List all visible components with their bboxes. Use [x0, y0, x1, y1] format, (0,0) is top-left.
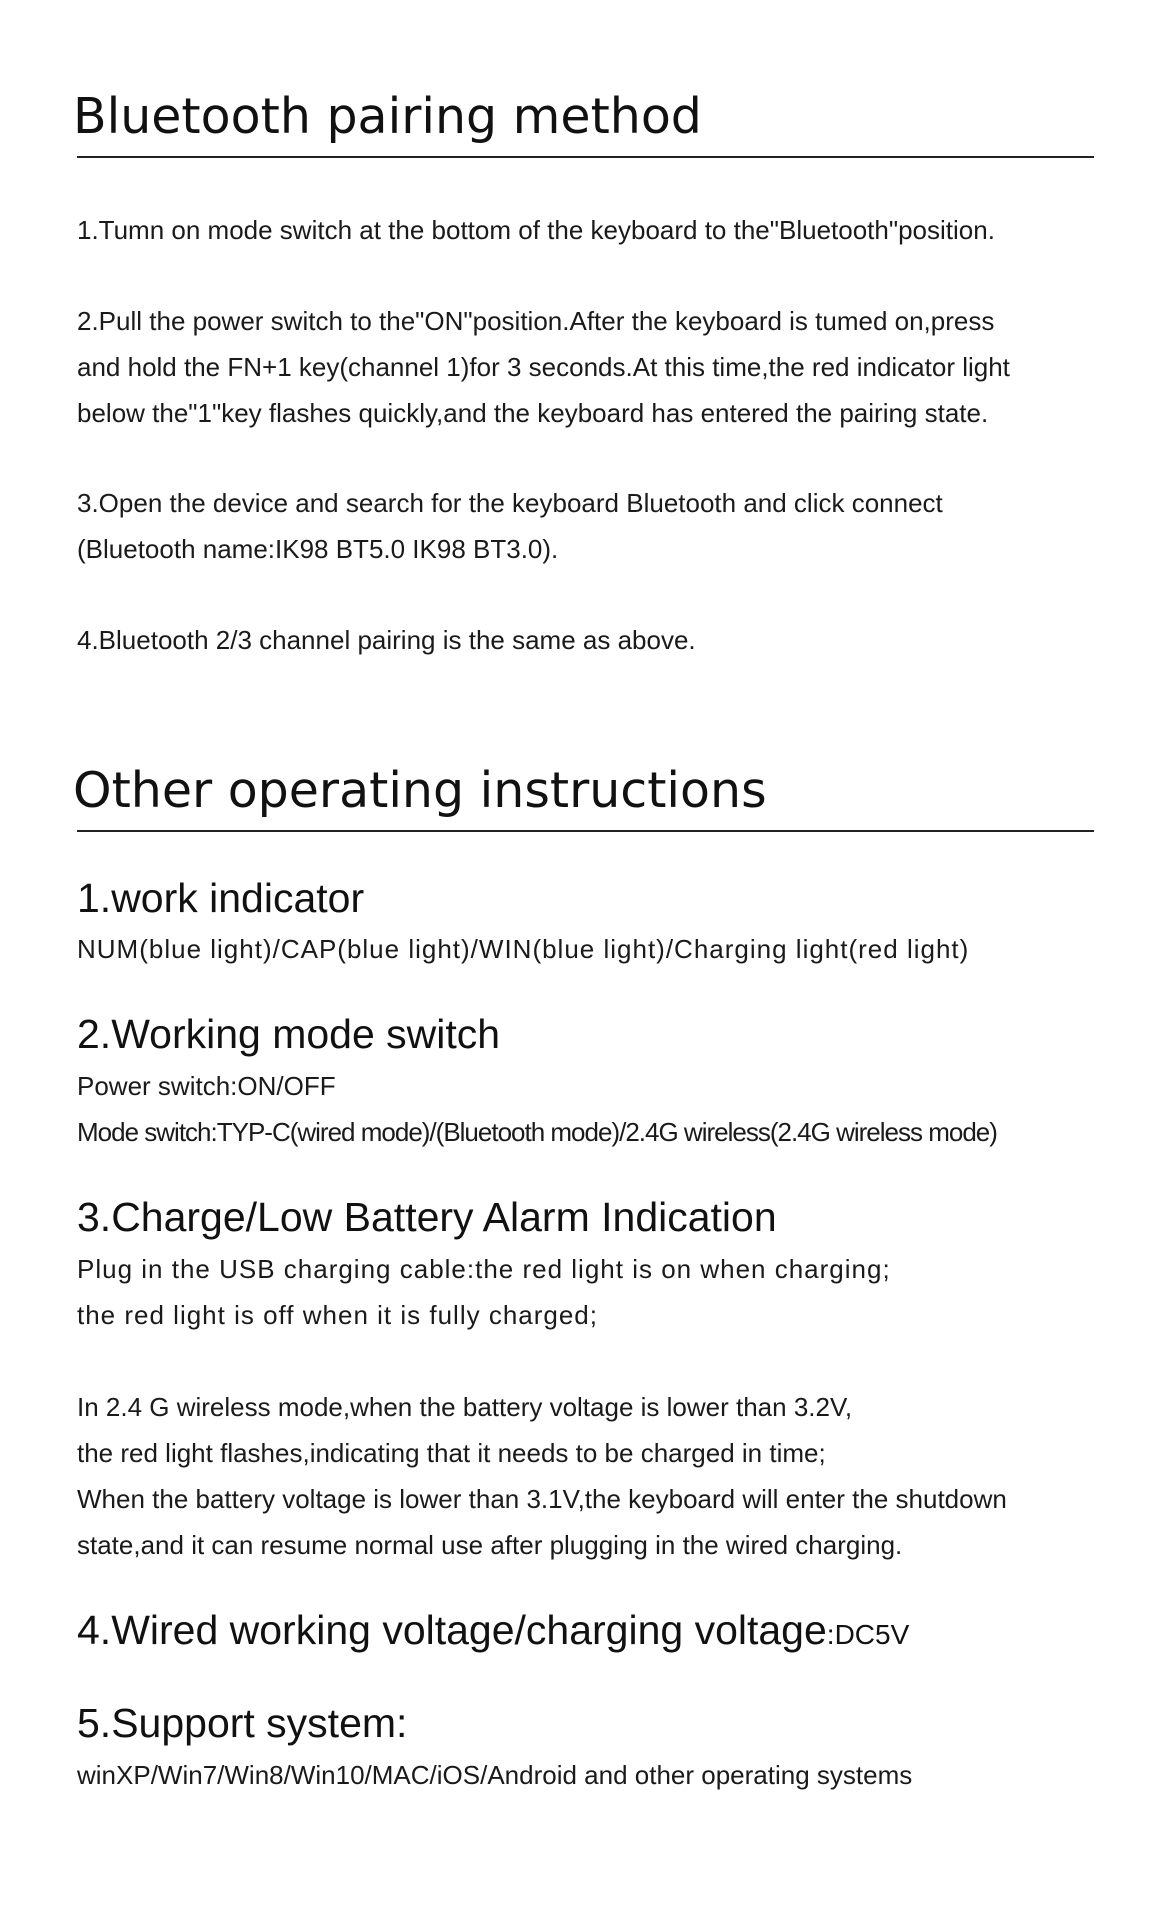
pairing-step-3	[77, 480, 1117, 572]
section-divider	[77, 830, 1094, 832]
pairing-step-2	[77, 298, 1117, 436]
pairing-step-1	[77, 207, 1117, 253]
low-battery-line-3: When the battery voltage is lower than 3.1V,the keyboard will enter the shutdown	[77, 1484, 1007, 1514]
voltage-heading-text: 4.Wired working voltage/charging voltage	[77, 1607, 827, 1653]
pairing-step-2-line-3: below the"1"key flashes quickly,and the keyboard has entered the pairing state.	[77, 398, 989, 428]
low-battery-line-2: the red light flashes,indicating that it needs to be charged in time;	[77, 1438, 826, 1468]
pairing-step-4-line: 4.Bluetooth 2/3 channel pairing is the same as above.	[77, 625, 696, 655]
charge-alarm-heading: 3.Charge/Low Battery Alarm Indication	[77, 1194, 777, 1240]
pairing-step-3-line-1: 3.Open the device and search for the keyboard Bluetooth and click connect	[77, 488, 943, 518]
low-battery-line-4: state,and it can resume normal use after plugging in the wired charging.	[77, 1530, 903, 1560]
mode-switch-line: Mode switch:TYP-C(wired mode)/(Bluetooth mode)/2.4G wireless(2.4G wireless mode)	[77, 1117, 997, 1147]
support-system-line: winXP/Win7/Win8/Win10/MAC/iOS/Android and other operating systems	[77, 1760, 913, 1790]
section-title-bluetooth-pairing: Bluetooth pairing method	[73, 88, 702, 145]
work-indicator-text	[77, 926, 1117, 972]
charging-text	[77, 1246, 1117, 1338]
mode-switch-text	[77, 1063, 1117, 1155]
pairing-step-3-line-2: (Bluetooth name:IK98 BT5.0 IK98 BT3.0).	[77, 534, 559, 564]
voltage-value: :DC5V	[826, 1619, 910, 1650]
mode-switch-heading: 2.Working mode switch	[77, 1011, 501, 1057]
pairing-step-2-line-2: and hold the FN+1 key(channel 1)for 3 seconds.At this time,the red indicator light	[77, 352, 1010, 382]
low-battery-text	[77, 1384, 1117, 1568]
charging-line-1: Plug in the USB charging cable:the red light is on when charging;	[77, 1254, 891, 1284]
pairing-step-1-line: 1.Tumn on mode switch at the bottom of the keyboard to the"Bluetooth"position.	[77, 215, 995, 245]
section-divider	[77, 156, 1094, 158]
charging-line-2: the red light is off when it is fully charged;	[77, 1300, 598, 1330]
section-title-other-instructions: Other operating instructions	[73, 762, 767, 819]
low-battery-line-1: In 2.4 G wireless mode,when the battery voltage is lower than 3.2V,	[77, 1392, 853, 1422]
work-indicator-line: NUM(blue light)/CAP(blue light)/WIN(blue light)/Charging light(red light)	[77, 934, 970, 964]
pairing-step-4	[77, 617, 1117, 663]
power-switch-line: Power switch:ON/OFF	[77, 1071, 336, 1101]
support-system-heading: 5.Support system:	[77, 1700, 408, 1746]
voltage-heading	[77, 1607, 910, 1653]
pairing-step-2-line-1: 2.Pull the power switch to the"ON"position.After the keyboard is tumed on,press	[77, 306, 995, 336]
work-indicator-heading: 1.work indicator	[77, 875, 365, 921]
support-system-text	[77, 1752, 1117, 1798]
